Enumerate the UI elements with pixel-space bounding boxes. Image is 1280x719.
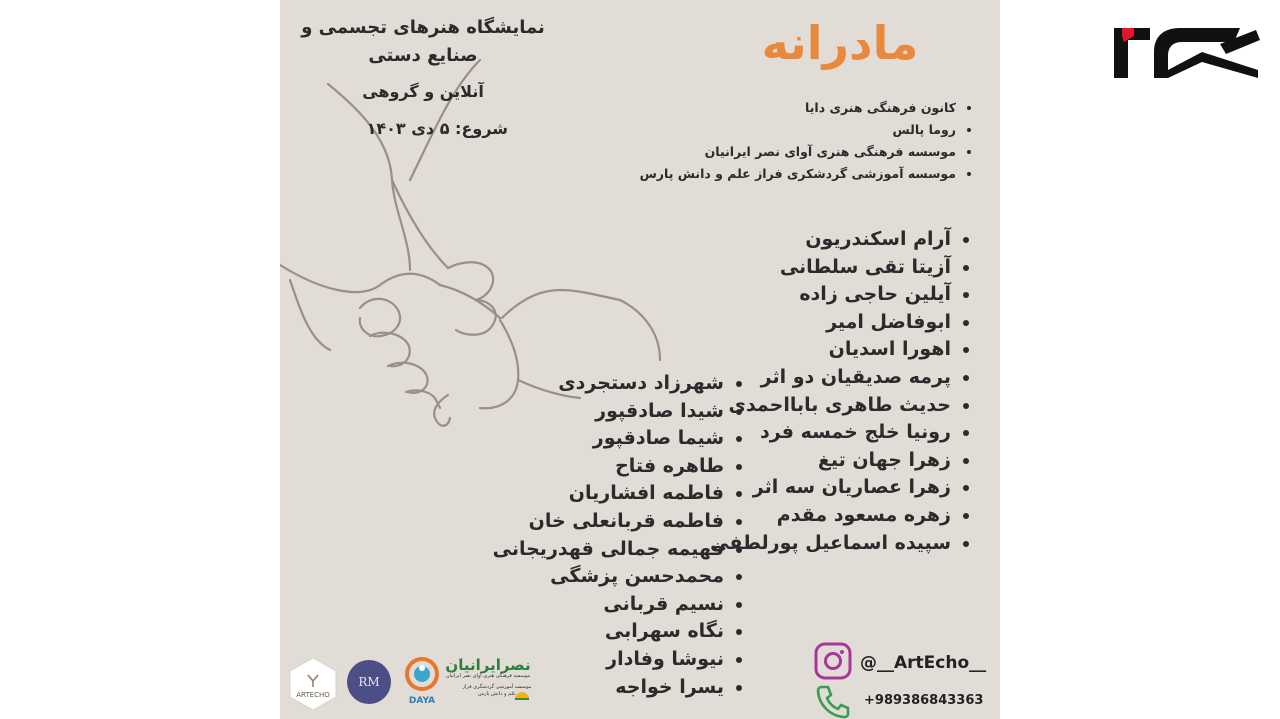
artist-item: • نیوشا وفادار (404, 646, 724, 674)
phone-number: +989386843363 (864, 693, 984, 708)
exhibition-info (298, 14, 548, 138)
artist-item: • محمدحسن پزشگی (404, 563, 724, 591)
daya-logo (402, 656, 442, 708)
artist-item: • شهرزاد دستجردی (404, 370, 724, 398)
svg-text:RM: RM (358, 675, 380, 689)
rokna-logo-icon (1110, 22, 1262, 84)
exhibition-mode: آنلاین و گروهی (362, 82, 484, 101)
organizer-item: • موسسه آموزشی گردشکری فراز علم و دانش پارس (596, 163, 956, 185)
artist-item: • آیلین حاجی زاده (631, 281, 951, 309)
artist-item: • رونیا خلج خمسه فرد (631, 419, 951, 447)
artist-item: • زهره مسعود مقدم (631, 502, 951, 530)
instagram-contact (814, 642, 987, 684)
organizer-item: • موسسه فرهنگی هنری آوای نصر ایرانیان (596, 141, 956, 163)
nasr-logo-subtext: موسسه فرهنگی هنری آوای نصر ایرانیان (445, 673, 531, 679)
phone-contact (814, 683, 984, 719)
artist-item: • زهرا عصاریان سه اثر (631, 474, 951, 502)
artist-item: • فاطمه افشاریان (404, 480, 724, 508)
svg-text:DAYA: DAYA (408, 696, 436, 706)
artist-item: • نگاه سهرابی (404, 618, 724, 646)
artist-item: • زهرا جهان تیغ (631, 447, 951, 475)
artist-item: • نسیم قربانی (404, 591, 724, 619)
svg-text:ARTECHO: ARTECHO (296, 691, 330, 699)
artist-item: • آرام اسکندریون (631, 226, 951, 254)
instagram-handle: @__ArtEcho__ (860, 653, 987, 673)
artist-item: • سپیده اسماعیل پورلطفی (631, 530, 951, 558)
artist-item: • فاطمه قربانعلی خان (404, 508, 724, 536)
nasr-logo-text: نصرایرانیان (445, 656, 531, 674)
artist-item: • پرمه صدیقیان دو اثر (631, 364, 951, 392)
artist-item: • ابوفاضل امیر (631, 309, 951, 337)
phone-icon (814, 683, 852, 719)
start-date: شروع: ۵ دی ۱۴۰۳ (366, 119, 508, 138)
artist-item: • شیدا صادقپور (404, 398, 724, 426)
artecho-logo (286, 657, 340, 711)
artist-item: • حدیث طاهری بابااحمدی (631, 392, 951, 420)
artists-list-left (404, 370, 746, 701)
artist-item: • طاهره فتاح (404, 453, 724, 481)
exhibition-poster (280, 0, 1000, 719)
poster-title: مادرانه (761, 16, 919, 70)
artist-item: • آزیتا تقی سلطانی (631, 254, 951, 282)
artist-item: • فهیمه جمالی قهدریجانی (404, 536, 724, 564)
instagram-icon (814, 642, 852, 680)
faraz-logo-text: موسسه آموزشی گردشگری فراز علم و دانش پارس (462, 684, 532, 697)
nasr-faraz-logos (443, 657, 533, 709)
sun-icon (513, 687, 531, 701)
exhibition-name: نمایشگاه هنرهای تجسمی و صنایع دستی (301, 17, 545, 66)
organizer-item: • کانون فرهنگی هنری دایا (596, 97, 956, 119)
artist-item: • یسرا خواجه (404, 674, 724, 702)
artist-item: • اهورا اسدیان (631, 336, 951, 364)
organizer-item: • روما پالس (596, 119, 956, 141)
artist-item: • شیما صادقپور (404, 425, 724, 453)
organizers-list (596, 97, 978, 185)
rm-logo (346, 659, 392, 705)
